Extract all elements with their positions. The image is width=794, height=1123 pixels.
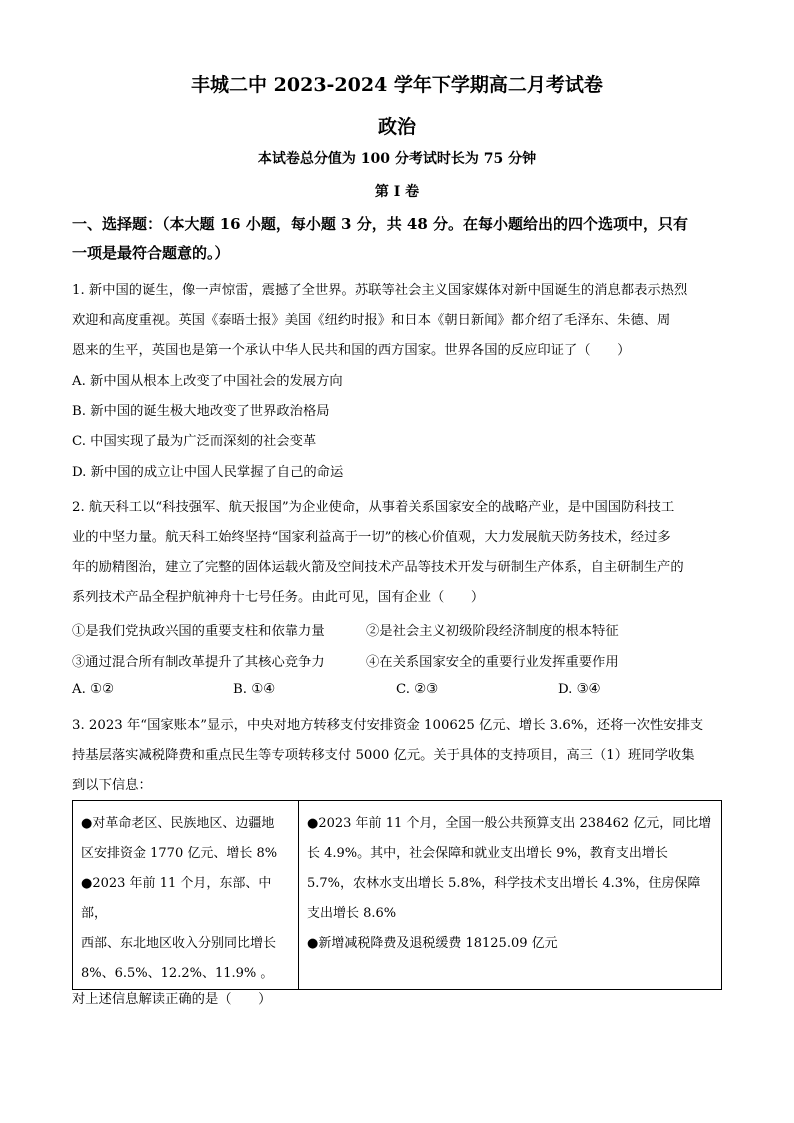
info-table (72, 800, 722, 990)
q2-option-d: D. ③④ (558, 682, 601, 697)
part-title: 第 I 卷 (374, 184, 420, 200)
q2-item-1: ①是我们党执政兴国的重要支柱和依靠力量 (72, 624, 325, 639)
q2-item-3: ③通过混合所有制改革提升了其核心竞争力 (72, 655, 325, 670)
q1-option-a: A. 新中国从根本上改变了中国社会的发展方向 (72, 374, 343, 389)
info-right-line: ●2023 年前 11 个月，全国一般公共预算支出 238462 亿元，同比增 (307, 816, 712, 831)
exam-title: 丰城二中 2023-2024 学年下学期高二月考试卷 (191, 74, 603, 96)
q2-item-2: ②是社会主义初级阶段经济制度的根本特征 (366, 624, 619, 639)
info-right-line: 5.7%，农林水支出增长 5.8%，科学技术支出增长 4.3%，住房保障 (307, 876, 701, 891)
q1-stem-line: 欢迎和高度重视。英国《泰晤士报》美国《纽约时报》和日本《朝日新闻》都介绍了毛泽东、朱德、周 (72, 313, 671, 328)
q2-stem-line: 2. 航天科工以“科技强军、航天报国”为企业使命，从事着关系国家安全的战略产业，是中国国防科技工 (72, 500, 675, 515)
subject-title: 政治 (377, 116, 416, 138)
q2-stem-line: 年的励精图治，建立了完整的固体运载火箭及空间技术产品等技术开发与研制生产体系，自主研制生产的 (72, 560, 684, 575)
exam-info: 本试卷总分值为 100 分考试时长为 75 分钟 (257, 151, 537, 167)
q2-option-b: B. ①④ (233, 682, 276, 697)
section-heading-line-1: 一、选择题：（本大题 16 小题，每小题 3 分，共 48 分。在每小题给出的四个选项中，只有 (72, 215, 689, 233)
q3-prompt: 对上述信息解读正确的是（ ） (72, 992, 272, 1007)
info-left-line: ●2023 年前 11 个月，东部、中部， (81, 876, 272, 921)
q3-stem-line: 持基层落实减税降费和重点民生等专项转移支付 5000 亿元。关于具体的支持项目，高三（1）班同学收集 (72, 748, 695, 763)
info-table-right-cell (299, 801, 722, 990)
q1-option-d: D. 新中国的成立让中国人民掌握了自己的命运 (72, 465, 344, 480)
q2-option-c: C. ②③ (396, 682, 438, 697)
q2-stem-line: 业的中坚力量。航天科工始终坚持“国家利益高于一切”的核心价值观，大力发展航天防务技术，经过多 (72, 530, 671, 545)
info-right-line: 支出增长 8.6% (307, 906, 397, 921)
q3-stem-line: 3. 2023 年“国家账本”显示，中央对地方转移支付安排资金 100625 亿元、增长 3.6%，还将一次性安排支 (72, 718, 704, 733)
info-left-line: 8%、6.5%、12.2%、11.9% 。 (81, 966, 274, 981)
section-heading-line-2: 一项是最符合题意的。） (72, 244, 230, 262)
q2-option-a: A. ①② (72, 682, 114, 697)
q2-stem-line: 系列技术产品全程护航神舟十七号任务。由此可见，国有企业（ ） (72, 590, 485, 605)
info-left-line: ●对革命老区、民族地区、边疆地 (81, 816, 275, 831)
q1-option-c: C. 中国实现了最为广泛而深刻的社会变革 (72, 434, 317, 449)
info-table-left-cell (73, 801, 299, 990)
q1-stem-line: 1. 新中国的诞生，像一声惊雷，震撼了全世界。苏联等社会主义国家媒体对新中国诞生的消息都表示热烈 (72, 283, 688, 298)
q1-stem-line: 恩来的生平，英国也是第一个承认中华人民共和国的西方国家。世界各国的反应印证了（ ） (72, 343, 631, 358)
q1-option-b: B. 新中国的诞生极大地改变了世界政治格局 (72, 404, 330, 419)
q2-item-4: ④在关系国家安全的重要行业发挥重要作用 (366, 655, 619, 670)
info-left-line: 区安排资金 1770 亿元、增长 8% (81, 846, 278, 861)
info-left-line: 西部、东北地区收入分别同比增长 (81, 936, 277, 951)
info-right-line: ●新增减税降费及退税缓费 18125.09 亿元 (307, 936, 558, 951)
q3-stem-line: 到以下信息： (72, 778, 152, 793)
info-right-line: 长 4.9%。其中，社会保障和就业支出增长 9%，教育支出增长 (307, 846, 668, 861)
